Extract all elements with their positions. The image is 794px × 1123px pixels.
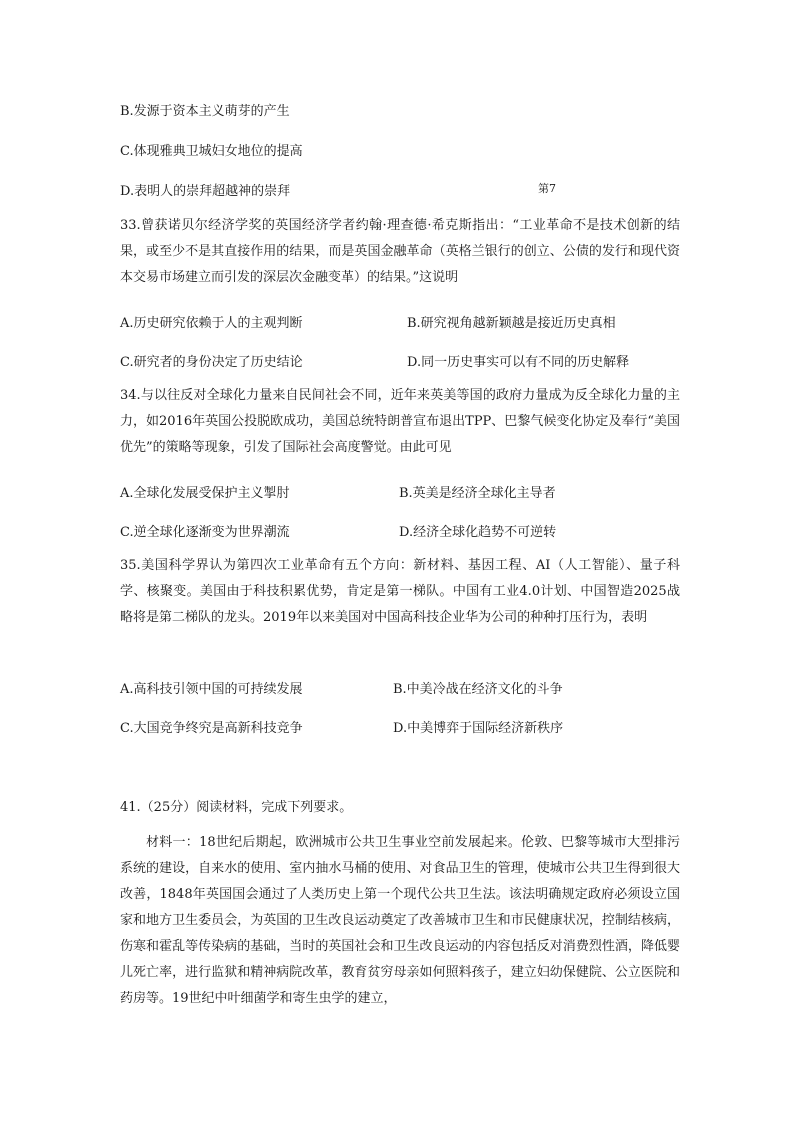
question-41-material-1: 材料一：18世纪后期起，欧洲城市公共卫生事业空前发展起来。伦敦、巴黎等城市大型排污系统的建设，自来水的使用、室内抽水马桶的使用、对食品卫生的管理，使城市公共卫生得到很大改善，1848年英国国会通过了人类历史上第一个现代公共卫生法。该法明确规定政府必须设立国家和地方卫生委员会，为英国的卫生改良运动奠定了改善城市卫生和市民健康状况，控制结核病，伤寒和霍乱等传染病的基础，当时的英国社会和卫生改良运动的内容包括反对消费烈性酒，降低婴儿死亡率，进行监狱和精神病院改革，教育贫穷母亲如何照料孩子，建立妇幼保健院、公立医院和药房等。19世纪中叶细菌学和寄生虫学的建立，	[120, 835, 680, 1006]
question-41-title: 41.（25分）阅读材料，完成下列要求。	[120, 800, 353, 815]
question-35-option-d: D.中美博弈于国际经济新秩序	[393, 721, 564, 736]
question-34-option-b: B.英美是经济全球化主导者	[399, 486, 556, 501]
question-33-option-d: D.同一历史事实可以有不同的历史解释	[407, 355, 630, 370]
option-d-prev: D.表明人的崇拜超越神的崇拜	[120, 184, 291, 199]
page-mark: 第7	[538, 182, 556, 195]
question-33-option-a: A.历史研究依赖于人的主观判断	[120, 316, 303, 331]
question-34-option-d: D.经济全球化趋势不可逆转	[399, 525, 557, 540]
option-c-prev: C.体现雅典卫城妇女地位的提高	[120, 144, 303, 159]
option-b-prev: B.发源于资本主义萌芽的产生	[120, 104, 290, 119]
question-34-option-a: A.全球化发展受保护主义掣肘	[120, 486, 290, 501]
question-33-option-c: C.研究者的身份决定了历史结论	[120, 355, 303, 370]
question-35-stem: 35.美国科学界认为第四次工业革命有五个方向：新材料、基因工程、AI（人工智能）、量子科学、核聚变。美国由于科技积累优势，肯定是第一梯队。中国有工业4.0计划、中国智造2025战略将是第二梯队的龙头。2019年以来美国对中国高科技企业华为公司的种种打压行为，表明	[120, 558, 680, 625]
question-33-stem: 33.曾获诺贝尔经济学奖的英国经济学者约翰·理查德·希克斯指出：“工业革命不是技术创新的结果，或至少不是其直接作用的结果，而是英国金融革命（英格兰银行的创立、公债的发行和现代资本交易市场建立而引发的深层次金融变革）的结果。”这说明	[120, 218, 680, 285]
question-35-option-a: A.高科技引领中国的可持续发展	[120, 682, 303, 697]
question-34-option-c: C.逆全球化逐渐变为世界潮流	[120, 525, 290, 540]
question-34-stem: 34.与以往反对全球化力量来自民间社会不同，近年来英美等国的政府力量成为反全球化力量的主力，如2016年英国公投脱欧成功，美国总统特朗普宣布退出TPP、巴黎气候变化协定及奉行“美国优先”的策略等现象，引发了国际社会高度警觉。由此可见	[120, 388, 680, 455]
question-35-option-b: B.中美冷战在经济文化的斗争	[393, 682, 563, 697]
question-35-option-c: C.大国竞争终究是高新科技竞争	[120, 721, 303, 736]
question-33-option-b: B.研究视角越新颖越是接近历史真相	[407, 316, 616, 331]
